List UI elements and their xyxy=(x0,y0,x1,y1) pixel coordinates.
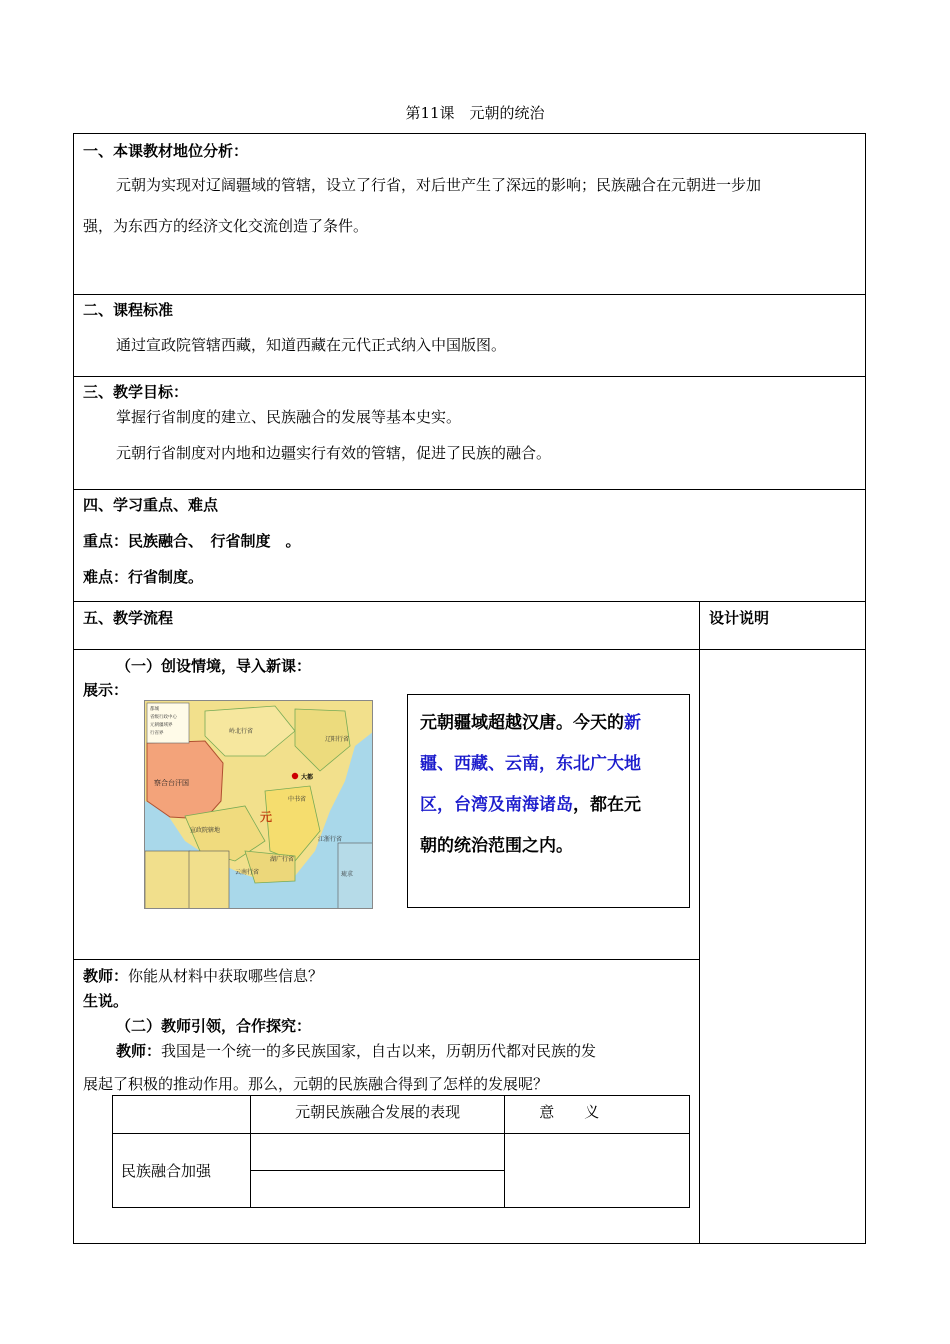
divider xyxy=(73,376,866,377)
teacher-question-text: 你能从材料中获取哪些信息？ xyxy=(128,967,324,985)
map-label: 大都 xyxy=(301,774,314,781)
divider xyxy=(73,489,866,490)
section-5-heading: 五、教学流程 xyxy=(83,609,174,627)
table-cell xyxy=(113,1096,251,1134)
divider xyxy=(73,959,699,960)
divider xyxy=(73,601,866,602)
teacher-label: 教师： xyxy=(83,967,129,985)
callout-highlight: 疆、西藏、云南，东北广大地 xyxy=(420,754,641,774)
table-header-performance: 元朝民族融合发展的表现 xyxy=(251,1096,505,1134)
document-title: 第11课 元朝的统治 xyxy=(405,104,545,122)
section-3-line1: 掌握行省制度的建立、民族融合的发展等基本史实。 xyxy=(116,408,462,426)
teacher-statement-line2: 展起了积极的推动作用。那么，元朝的民族融合得到了怎样的发展呢？ xyxy=(83,1075,549,1093)
table-header-meaning: 意 义 xyxy=(505,1096,690,1134)
callout-text: ，都在元 xyxy=(573,795,641,815)
map-label: 岭北行省 xyxy=(229,728,254,735)
divider xyxy=(73,649,866,650)
section-3-heading: 三、教学目标： xyxy=(83,383,189,401)
map-label: 中书省 xyxy=(288,796,307,803)
table-cell-input[interactable] xyxy=(251,1171,505,1208)
map-label: 元 xyxy=(260,810,273,824)
student-response: 生说。 xyxy=(83,992,129,1010)
callout-box xyxy=(407,694,690,908)
section-2-text: 通过宣政院管辖西藏，知道西藏在元代正式纳入中国版图。 xyxy=(116,336,507,354)
teacher-statement-text: 我国是一个统一的多民族国家，自古以来，历朝历代都对民族的发 xyxy=(161,1042,597,1060)
callout-text: 元朝疆域超越汉唐。今天的 xyxy=(420,713,624,733)
key-point: 重点：民族融合、 行省制度 。 xyxy=(83,532,301,550)
divider xyxy=(73,294,866,295)
section-2-heading: 二、课程标准 xyxy=(83,301,174,319)
table-cell-input[interactable] xyxy=(505,1134,690,1208)
map-label: 宣政院辖地 xyxy=(190,827,221,834)
show-label: 展示： xyxy=(83,681,129,699)
map-label: 江浙行省 xyxy=(318,836,343,843)
table-row-label: 民族融合加强 xyxy=(113,1134,251,1208)
map-label: 琉求 xyxy=(341,871,354,878)
map-label: 湖广行省 xyxy=(270,856,295,863)
fusion-table xyxy=(112,1095,690,1208)
teacher-label: 教师： xyxy=(116,1042,162,1060)
difficulty: 难点：行省制度。 xyxy=(83,568,204,586)
section-4-heading: 四、学习重点、难点 xyxy=(83,496,219,514)
map-label: 辽阳行省 xyxy=(325,736,350,743)
teacher-question xyxy=(83,965,323,986)
callout-text: 朝的统治范围之内。 xyxy=(420,836,573,856)
callout-highlight: 区，台湾及南海诸岛 xyxy=(420,795,573,815)
legend-item: 行省界 xyxy=(150,731,164,736)
step-2-heading: （二）教师引领，合作探究： xyxy=(116,1017,312,1035)
column-divider xyxy=(699,601,700,1244)
design-note-heading: 设计说明 xyxy=(709,609,770,627)
map-label: 察合台汗国 xyxy=(154,779,189,787)
section-1-line1: 元朝为实现对辽阔疆域的管辖，设立了行省，对后世产生了深远的影响；民族融合在元朝进一步加 xyxy=(116,176,762,194)
legend-item: 都城 xyxy=(150,707,159,712)
section-1-line2: 强，为东西方的经济文化交流创造了条件。 xyxy=(83,217,369,235)
teacher-statement-line1 xyxy=(116,1040,596,1061)
table-cell-input[interactable] xyxy=(251,1134,505,1171)
section-1-heading: 一、本课教材地位分析： xyxy=(83,142,249,160)
legend-item: 省级行政中心 xyxy=(150,715,177,720)
map-label: 云南行省 xyxy=(235,869,260,876)
callout-highlight: 新 xyxy=(624,713,641,733)
section-3-line2: 元朝行省制度对内地和边疆实行有效的管辖，促进了民族的融合。 xyxy=(116,444,552,462)
step-1-heading: （一）创设情境，导入新课： xyxy=(116,657,312,675)
yuan-dynasty-map xyxy=(144,700,373,909)
legend-item: 元朝疆域界 xyxy=(150,723,173,728)
